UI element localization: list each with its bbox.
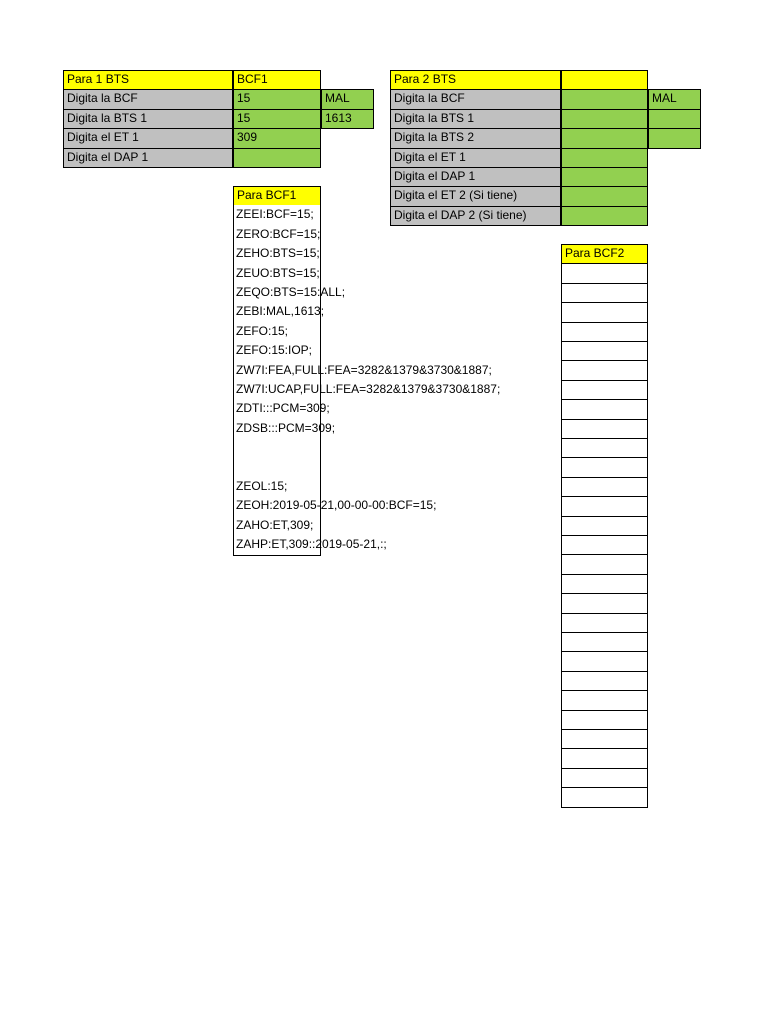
table2-header-value[interactable]: [561, 70, 648, 90]
bcf2-command-cell[interactable]: [561, 516, 648, 536]
bcf2-command-cell[interactable]: [561, 613, 648, 633]
bcf2-command-cell[interactable]: [561, 496, 648, 516]
bcf2-command-cell[interactable]: [561, 457, 648, 477]
bcf1-command-text: ZW7I:UCAP,FULL:FEA=3282&1379&3730&1887;: [236, 382, 501, 396]
bcf2-command-cell[interactable]: [561, 263, 648, 283]
table2-row-extra[interactable]: [648, 109, 701, 129]
table2-row-extra[interactable]: [648, 128, 701, 148]
table2-row-value[interactable]: [561, 148, 648, 168]
bcf2-command-cell[interactable]: [561, 632, 648, 652]
table2-row-label[interactable]: Digita el DAP 1: [390, 167, 561, 187]
bcf1-command-text: ZDTI:::PCM=309;: [236, 401, 330, 416]
table2-row-value[interactable]: [561, 109, 648, 129]
bcf2-command-cell[interactable]: [561, 574, 648, 594]
table2-row-label[interactable]: Digita la BTS 2: [390, 128, 561, 148]
table2-row-label[interactable]: Digita la BTS 1: [390, 109, 561, 129]
bcf1-command-text: ZEUO:BTS=15;: [236, 265, 320, 280]
table1-row-extra[interactable]: MAL: [321, 89, 374, 109]
bcf1-command-text: ZEBI:MAL,1613;: [236, 304, 325, 319]
bcf1-command-text: ZEHO:BTS=15;: [236, 246, 320, 261]
bcf1-command-text: ZAHP:ET,309::2019-05-21,:;: [236, 537, 387, 552]
table1-row-value[interactable]: [233, 148, 321, 168]
bcf2-command-cell[interactable]: [561, 768, 648, 788]
table1-row-value[interactable]: 15: [233, 89, 321, 109]
bcf2-command-cell[interactable]: [561, 651, 648, 671]
bcf1-header[interactable]: Para BCF1: [233, 186, 321, 206]
table1-row-value[interactable]: 309: [233, 128, 321, 148]
bcf2-command-cell[interactable]: [561, 399, 648, 419]
table1-row-label[interactable]: Digita la BCF: [63, 89, 233, 109]
bcf1-command-text: ZERO:BCF=15;: [236, 226, 321, 241]
bcf1-command-text: ZEOL:15;: [236, 479, 288, 493]
bcf1-command-text: ZDSB:::PCM=309;: [236, 420, 336, 435]
table1-row-extra[interactable]: 1613: [321, 109, 374, 129]
bcf2-command-cell[interactable]: [561, 729, 648, 749]
table1-row-value[interactable]: 15: [233, 109, 321, 129]
bcf2-header[interactable]: Para BCF2: [561, 244, 648, 264]
bcf1-command-text: [233, 459, 236, 478]
bcf2-command-cell[interactable]: [561, 477, 648, 497]
bcf2-command-cell[interactable]: [561, 690, 648, 710]
bcf2-command-cell[interactable]: [561, 302, 648, 322]
bcf1-command-text: ZEFO:15:IOP;: [236, 343, 313, 358]
bcf2-command-cell[interactable]: [561, 787, 648, 807]
bcf2-command-cell[interactable]: [561, 593, 648, 613]
table2-header-label[interactable]: Para 2 BTS: [390, 70, 561, 90]
bcf1-command-text: ZEQO:BTS=15:ALL;: [236, 285, 346, 299]
bcf1-command-text: ZW7I:FEA,FULL:FEA=3282&1379&3730&1887;: [236, 362, 492, 377]
bcf2-command-cell[interactable]: [561, 380, 648, 400]
bcf1-command-text: ZEFO:15;: [236, 323, 289, 338]
bcf2-command-cell[interactable]: [561, 322, 648, 342]
bcf2-command-cell[interactable]: [561, 535, 648, 555]
bcf2-command-cell[interactable]: [561, 360, 648, 380]
bcf1-command-text: [233, 439, 236, 458]
bcf2-command-cell[interactable]: [561, 710, 648, 730]
table2-row-value[interactable]: [561, 89, 648, 109]
table2-row-value[interactable]: [561, 206, 648, 226]
table2-row-value[interactable]: [561, 167, 648, 187]
table2-row-label[interactable]: Digita el DAP 2 (Si tiene): [390, 206, 561, 226]
table2-row-extra[interactable]: MAL: [648, 89, 701, 109]
bcf2-command-cell[interactable]: [561, 341, 648, 361]
bcf1-command-cell[interactable]: [233, 458, 321, 478]
table1-row-label[interactable]: Digita el DAP 1: [63, 148, 233, 168]
bcf2-command-cell[interactable]: [561, 283, 648, 303]
table2-row-value[interactable]: [561, 128, 648, 148]
table2-row-label[interactable]: Digita la BCF: [390, 89, 561, 109]
bcf1-command-cell[interactable]: [233, 438, 321, 458]
bcf1-command-text: ZAHO:ET,309;: [236, 517, 314, 532]
table1-row-label[interactable]: Digita el ET 1: [63, 128, 233, 148]
bcf1-command-text: ZEOH:2019-05-21,00-00-00:BCF=15;: [236, 498, 437, 513]
table1-row-label[interactable]: Digita la BTS 1: [63, 109, 233, 129]
bcf1-command-text: ZEEI:BCF=15;: [236, 207, 314, 222]
bcf2-command-cell[interactable]: [561, 671, 648, 691]
table2-row-value[interactable]: [561, 186, 648, 206]
table1-header-label[interactable]: Para 1 BTS: [63, 70, 233, 90]
bcf2-command-cell[interactable]: [561, 748, 648, 768]
table1-header-value[interactable]: BCF1: [233, 70, 321, 90]
bcf2-command-cell[interactable]: [561, 419, 648, 439]
bcf2-command-cell[interactable]: [561, 554, 648, 574]
table2-row-label[interactable]: Digita el ET 2 (Si tiene): [390, 186, 561, 206]
table2-row-label[interactable]: Digita el ET 1: [390, 148, 561, 168]
bcf2-command-cell[interactable]: [561, 438, 648, 458]
